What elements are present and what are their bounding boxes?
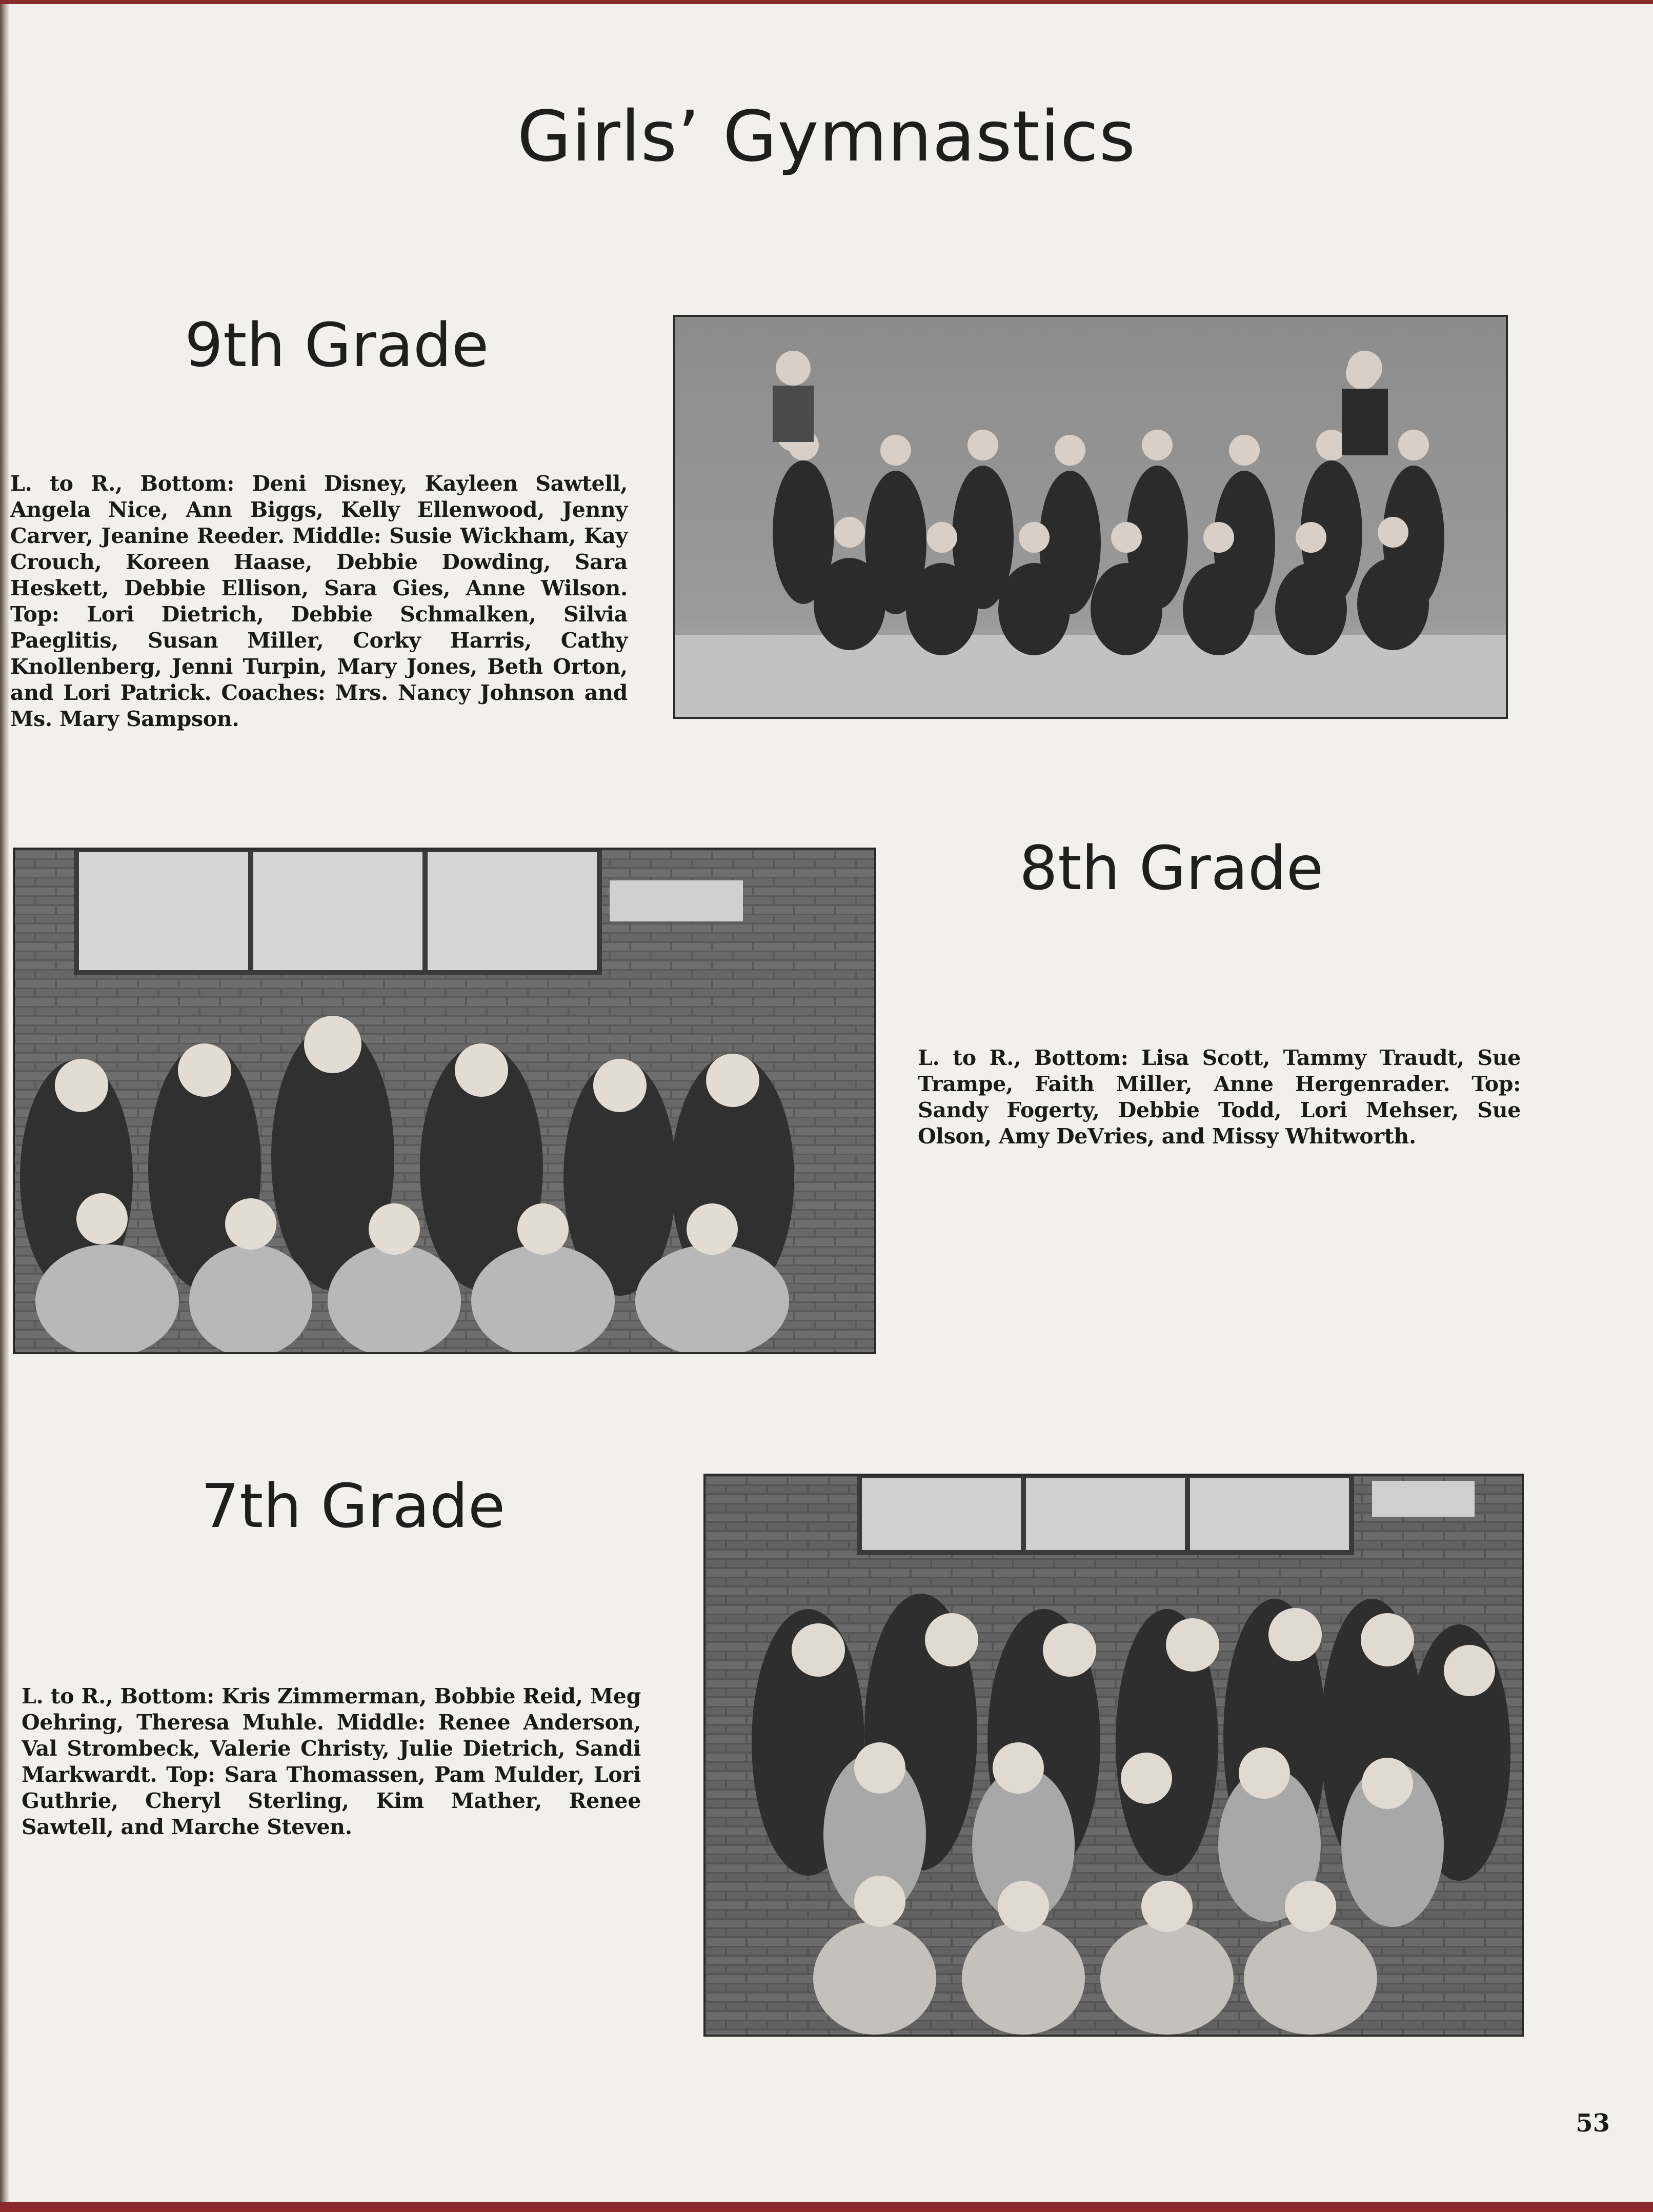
eighth-grade-caption: L. to R., Bottom: Lisa Scott, Tammy Traudt, Sue Trampe, Faith Miller, Anne Hergenrader. Top: Sandy Fogerty, Debbie Todd, Lori Mehser, Sue Olson, Amy DeVries, and Missy Whitworth. xyxy=(918,1045,1521,1149)
seventh-grade-team-photo xyxy=(703,1474,1524,2037)
page-title: Girls’ Gymnastics xyxy=(517,96,1136,177)
page-number: 53 xyxy=(1576,2109,1610,2138)
eighth-grade-team-photo xyxy=(13,848,876,1354)
ninth-grade-heading: 9th Grade xyxy=(185,310,489,380)
yearbook-page xyxy=(0,4,1653,2202)
page-binding-edge xyxy=(0,4,9,2202)
seventh-grade-caption: L. to R., Bottom: Kris Zimmerman, Bobbie Reid, Meg Oehring, Theresa Muhle. Middle: Renee Anderson, Val Strombeck, Valerie Christy, Julie Dietrich, Sandi Markwardt. Top: Sara Thomassen, Pam Mulder, Lori Guthrie, Cheryl Sterling, Kim Mather, Renee Sawtell, and Marche Steven. xyxy=(22,1684,641,1839)
seventh-grade-heading: 7th Grade xyxy=(201,1471,506,1541)
ninth-grade-team-photo xyxy=(673,315,1508,719)
ninth-grade-caption: L. to R., Bottom: Deni Disney, Kayleen Sawtell, Angela Nice, Ann Biggs, Kelly Ellenwood, Jenny Carver, Jeanine Reeder. Middle: Susie Wickham, Kay Crouch, Koreen Haase, Debbie Dowding, Sara Heskett, Debbie Ellison, Sara Gies, Anne Wilson. Top: Lori Dietrich, Debbie Schmalken, Silvia Paeglitis, Susan Miller, Corky Harris, Cathy Knollenberg, Jenni Turpin, Mary Jones, Beth Orton, and Lori Patrick. Coaches: Mrs. Nancy Johnson and Ms. Mary Sampson. xyxy=(10,471,628,731)
eighth-grade-heading: 8th Grade xyxy=(1019,833,1324,903)
